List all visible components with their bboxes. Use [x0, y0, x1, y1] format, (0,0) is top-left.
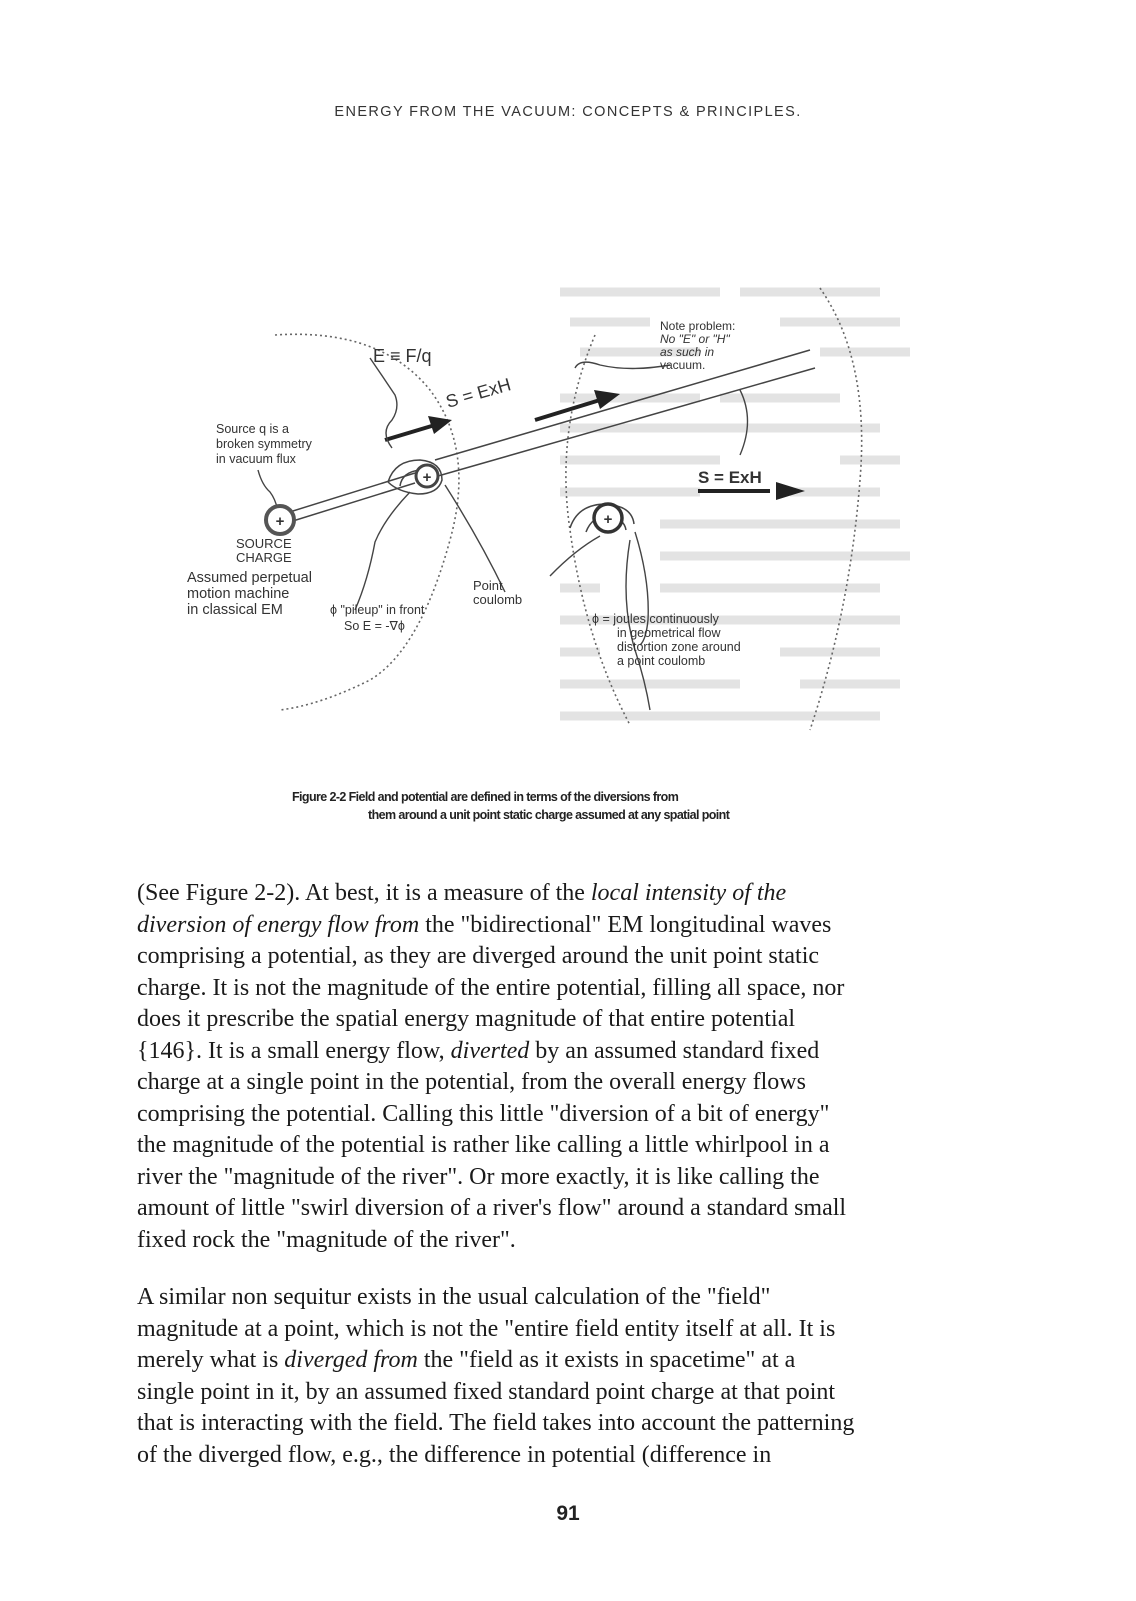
field-potential-diagram: [180, 280, 920, 750]
p1-line: amount of little "swirl diversion of a river's flow" around a standard small: [137, 1195, 847, 1221]
p2-line: merely what is diverged from the "field as it exists in spacetime" at a: [137, 1347, 796, 1373]
diverted-charge-symbol: [594, 504, 622, 532]
p1-line: charge at a single point in the potential, from the overall energy flows: [137, 1069, 806, 1095]
flow-rays: [280, 350, 815, 532]
figure-2-2: [180, 280, 920, 750]
pileup-line-2: So E = -∇ϕ: [344, 619, 405, 633]
svg-text:+: +: [603, 511, 613, 528]
running-title: ENERGY FROM THE VACUUM: CONCEPTS & PRINCIPLES.: [334, 104, 802, 120]
paragraph-1: [137, 878, 987, 1256]
note-line-2: No "E" or "H": [660, 332, 730, 346]
p2-line: of the diverged flow, e.g., the difference in potential (difference in: [137, 1441, 772, 1468]
p2-line: A similar non sequitur exists in the usual calculation of the "field": [137, 1284, 771, 1310]
note-line-1: Note problem:: [660, 319, 736, 333]
note-line-4: vacuum.: [660, 358, 706, 372]
joules-line-4: a point coulomb: [617, 654, 706, 668]
s-right-label: S = ExH: [698, 468, 762, 487]
p1-line: charge. It is not the magnitude of the entire potential, filling all space, nor: [137, 974, 845, 1001]
paragraph-2: [137, 1282, 987, 1471]
assumed-line-2: motion machine: [187, 586, 290, 602]
p2-line: that is interacting with the field. The field takes into account the patterning: [137, 1410, 855, 1436]
p1-line: fixed rock the "magnitude of the river".: [137, 1226, 516, 1253]
p1-line: comprising a potential, as they are diverged around the unit point static: [137, 943, 820, 969]
point-coulomb-line-1: Point: [473, 578, 503, 593]
e-definition-label: E ≡ F/q: [373, 346, 432, 366]
p1-line: the magnitude of the potential is rather like calling a little whirlpool in a: [137, 1132, 830, 1158]
source-charge-line-1: SOURCE: [236, 536, 292, 551]
p2-line: single point in it, by an assumed fixed standard point charge at that point: [137, 1378, 836, 1405]
p1-line: (See Figure 2-2). At best, it is a measure of the local intensity of the: [137, 880, 787, 906]
svg-text:+: +: [422, 469, 432, 486]
pileup-line-1: ϕ "pileup" in front: [330, 603, 425, 617]
source-note-line-1: Source q is a: [216, 422, 289, 436]
caption-line-1: Figure 2-2 Field and potential are defined in terms of the diversions from: [292, 790, 679, 804]
page-number: 91: [556, 1502, 580, 1525]
assumed-line-1: Assumed perpetual: [187, 570, 312, 586]
source-note-line-3: in vacuum flux: [216, 452, 296, 466]
p1-line: diversion of energy flow from the "bidirectional" EM longitudinal waves: [137, 911, 832, 938]
point-coulomb-symbol: [416, 465, 438, 487]
p1-line: does it prescribe the spatial energy magnitude of that entire potential: [137, 1006, 796, 1032]
note-line-3: as such in: [660, 345, 715, 359]
s-upper-label: S = ExH: [443, 374, 514, 412]
wavefront-arcs: [275, 288, 862, 730]
p2-line: magnitude at a point, which is not the "entire field entity itself at all. It is: [137, 1315, 836, 1342]
source-charge-line-2: CHARGE: [236, 550, 292, 565]
assumed-line-3: in classical EM: [187, 602, 283, 618]
joules-line-3: distortion zone around: [617, 640, 741, 654]
p1-line: comprising the potential. Calling this little "diversion of a bit of energy": [137, 1100, 830, 1127]
joules-line-1: ϕ = joules continuously: [592, 612, 719, 626]
joules-line-2: in geometrical flow: [617, 626, 721, 640]
p1-line: {146}. It is a small energy flow, diverted by an assumed standard fixed: [137, 1037, 820, 1064]
point-coulomb-line-2: coulomb: [473, 592, 523, 607]
source-charge-symbol: [266, 506, 294, 534]
source-note-line-2: broken symmetry: [216, 437, 312, 451]
caption-line-2: them around a unit point static charge assumed at any spatial point: [368, 808, 730, 822]
p1-line: river the "magnitude of the river". Or more exactly, it is like calling the: [137, 1163, 820, 1190]
svg-text:+: +: [275, 513, 285, 530]
